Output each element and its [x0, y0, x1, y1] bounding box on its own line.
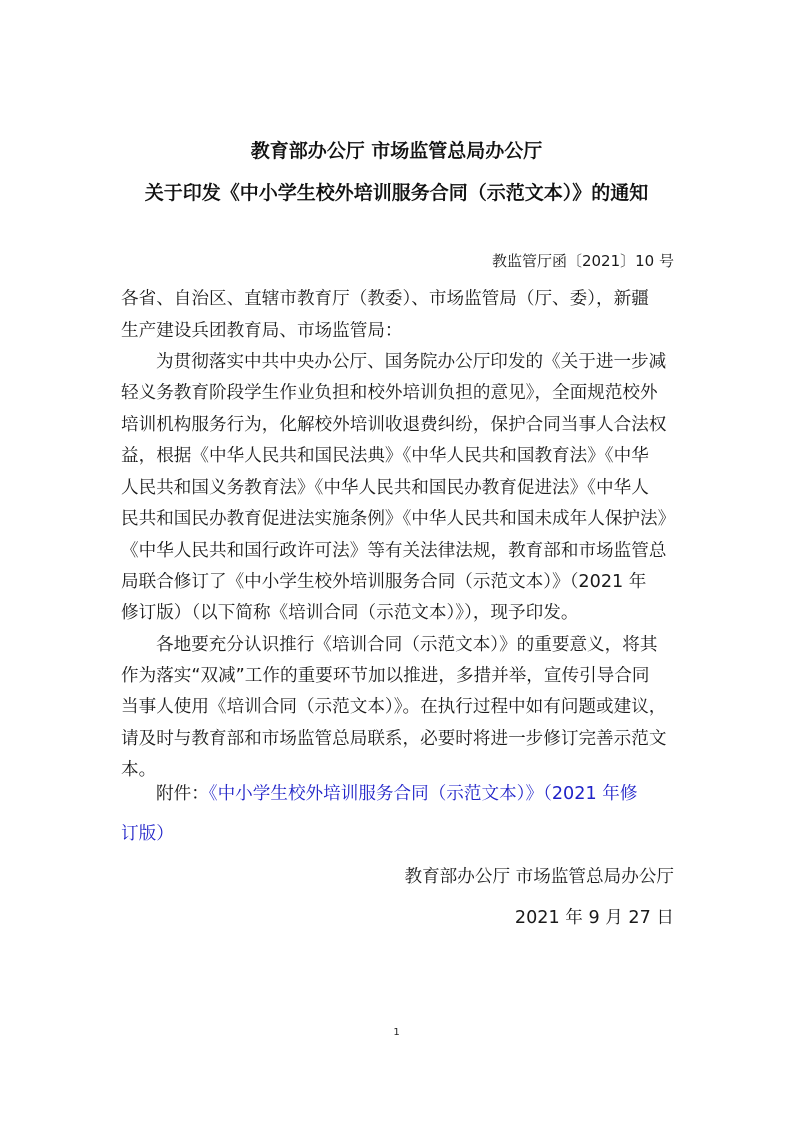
attachment-link[interactable]: 《中小学生校外培训服务合同（示范文本）》（2021 年修 [208, 784, 638, 804]
attachment-link-continued[interactable]: 订版） [121, 824, 174, 844]
paragraph1-line: 培训机构服务行为，化解校外培训收退费纠纷，保护合同当事人合法权 [121, 415, 667, 435]
addressee-line-2: 生产建设兵团教育局、市场监管局： [121, 321, 403, 341]
document-number: 教监管厅函〔2021〕10 号 [491, 252, 674, 270]
paragraph1-line: 益，根据《中华人民共和国民法典》《中华人民共和国教育法》《中华 [121, 446, 649, 466]
attachment-line [156, 782, 676, 806]
paragraph2-line: 请及时与教育部和市场监管总局联系，必要时将进一步修订完善示范文 [121, 729, 667, 749]
signature-date: 2021 年 9 月 27 日 [514, 908, 674, 928]
title-line-2: 关于印发《中小学生校外培训服务合同（示范文本）》的通知 [144, 182, 649, 204]
signature-organization: 教育部办公厅 市场监管总局办公厅 [404, 867, 674, 887]
paragraph2-line: 作为落实“双减”工作的重要环节加以推进，多措并举，宣传引导合同 [121, 666, 650, 686]
paragraph2-line: 当事人使用《培训合同（示范文本）》。在执行过程中如有问题或建议， [121, 697, 667, 717]
paragraph1-line: 民共和国民办教育促进法实施条例》《中华人民共和国未成年人保护法》 [121, 509, 676, 529]
title-line-1: 教育部办公厅 市场监管总局办公厅 [250, 140, 543, 162]
paragraph1-line: 轻义务教育阶段学生作业负担和校外培训负担的意见》，全面规范校外 [121, 383, 658, 403]
paragraph2-line: 本。 [121, 760, 157, 780]
addressee-line-1: 各省、自治区、直辖市教育厅（教委）、市场监管局（厅、委），新疆 [121, 289, 649, 309]
paragraph2-line: 各地要充分认识推行《培训合同（示范文本）》的重要意义，将其 [156, 635, 658, 655]
paragraph1-line: 为贯彻落实中共中央办公厅、国务院办公厅印发的《关于进一步减 [156, 352, 667, 372]
paragraph1-line: 局联合修订了《中小学生校外培训服务合同（示范文本）》（2021 年 [121, 572, 647, 592]
page-number: 1 [393, 1027, 400, 1038]
attachment-label: 附件： [156, 784, 209, 804]
paragraph1-line: 修订版）（以下简称《培训合同（示范文本）》），现予印发。 [121, 603, 579, 623]
paragraph1-line: 人民共和国义务教育法》《中华人民共和国民办教育促进法》《中华人 [121, 478, 649, 498]
paragraph1-line: 《中华人民共和国行政许可法》等有关法律法规，教育部和市场监管总 [121, 541, 667, 561]
